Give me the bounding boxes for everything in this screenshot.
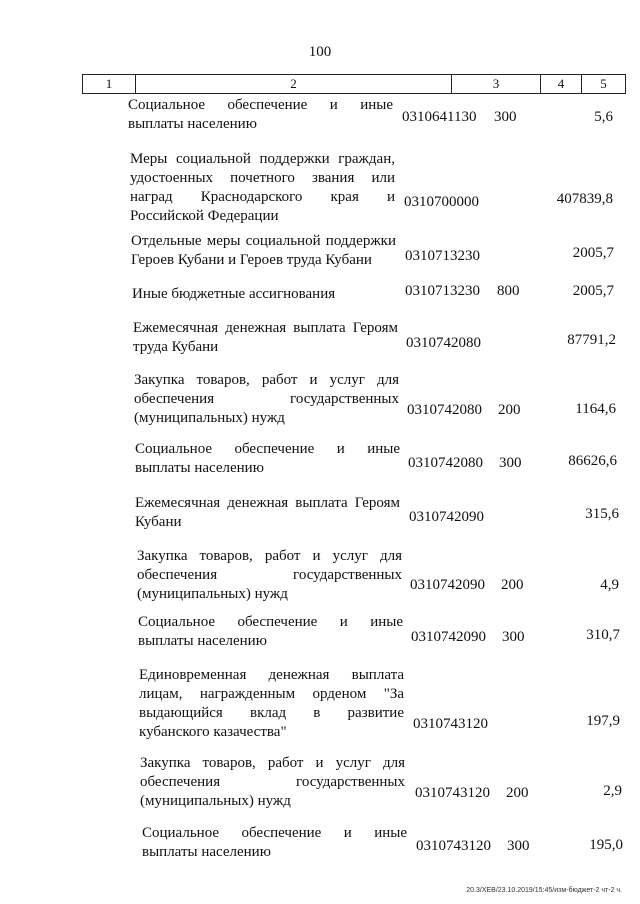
row-description: Иные бюджетные ассигнования [132,286,336,302]
row-type: 300 [499,455,522,471]
row-amount: 310,7 [586,627,620,643]
row-description: Закупка товаров, работ и услуг для обеспечения государственных (муниципальных) нужд [137,548,402,602]
row-code: 0310713230 [405,248,480,264]
row-description: Меры социальной поддержки граждан, удостоенных почетного звания или наград Краснодарского края и Российской Федерации [130,151,395,224]
row-amount: 87791,2 [567,332,616,348]
row-type: 300 [507,838,530,854]
row-code: 0310743120 [416,838,491,854]
row-code: 0310743120 [415,785,490,801]
row-type: 200 [498,402,521,418]
row-type: 300 [494,109,517,125]
header-col-3: 3 [452,75,541,93]
row-amount: 315,6 [585,506,619,522]
row-amount: 2005,7 [572,283,614,299]
row-description: Закупка товаров, работ и услуг для обеспечения государственных (муниципальных) нужд [134,372,399,426]
row-code: 0310742090 [409,509,484,525]
row-amount: 197,9 [586,713,620,729]
row-description: Социальное обеспечение и иные выплаты населению [142,825,407,860]
row-amount: 407839,8 [556,191,613,207]
row-code: 0310742080 [407,402,482,418]
row-code: 0310742090 [410,577,485,593]
row-amount: 86626,6 [568,453,617,469]
row-type: 300 [502,629,525,645]
row-description: Социальное обеспечение и иные выплаты населению [128,97,393,132]
row-amount: 195,0 [589,837,623,853]
row-description: Социальное обеспечение и иные выплаты населению [135,441,400,476]
header-col-2: 2 [136,75,452,93]
row-code: 0310713230 [405,283,480,299]
footer-stamp: 20.3/ХЕВ/23.10.2019/15:45/изм-бюджет-2 чт-2 ч. [466,887,622,894]
page-number: 100 [308,44,332,60]
row-description: Ежемесячная денежная выплата Героям Кубани [135,495,400,530]
row-amount: 1164,6 [575,401,616,417]
header-col-1: 1 [83,75,136,93]
row-description: Закупка товаров, работ и услуг для обеспечения государственных (муниципальных) нужд [140,755,405,809]
row-code: 0310743120 [413,716,488,732]
header-col-5: 5 [600,76,607,91]
row-type: 200 [501,577,524,593]
row-type: 200 [506,785,529,801]
row-code: 0310742080 [406,335,481,351]
header-col-4: 4 [541,75,582,93]
row-amount: 4,9 [600,577,619,593]
row-description: Отдельные меры социальной поддержки Героев Кубани и Героев труда Кубани [131,233,396,268]
table-header [82,74,626,94]
row-amount: 2,9 [603,783,622,799]
row-description: Социальное обеспечение и иные выплаты населению [138,614,403,649]
row-type: 800 [497,283,520,299]
row-amount: 2005,7 [572,245,614,261]
row-code: 0310700000 [404,194,479,210]
row-code: 0310742080 [408,455,483,471]
row-description: Ежемесячная денежная выплата Героям труда Кубани [133,320,398,355]
row-amount: 5,6 [594,109,613,125]
row-code: 0310641130 [402,109,477,125]
row-code: 0310742090 [411,629,486,645]
row-description: Единовременная денежная выплата лицам, награжденным орденом "За выдающийся вклад в развитие кубанского казачества" [139,667,404,740]
